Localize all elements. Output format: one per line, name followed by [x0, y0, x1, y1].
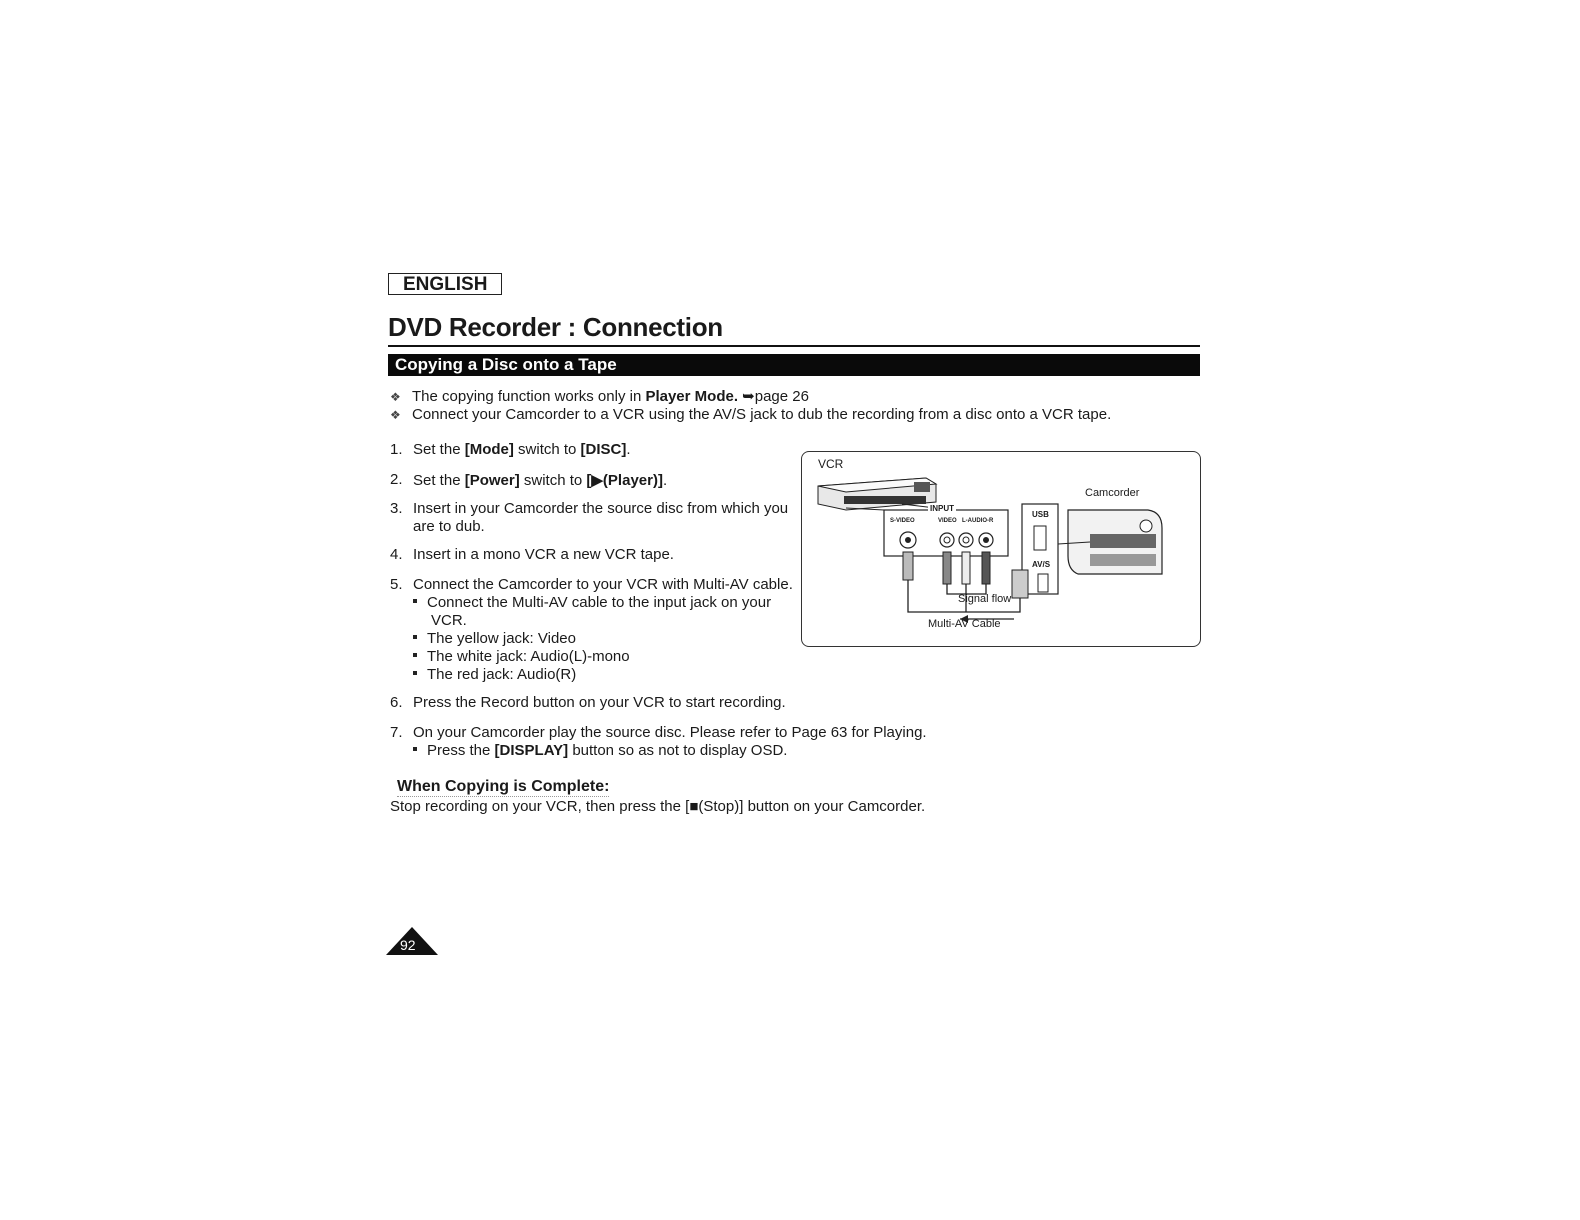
- step5-bullet-1: Connect the Multi-AV cable to the input jack on your: [413, 594, 771, 611]
- page-number-badge: [386, 927, 438, 955]
- video-label: VIDEO: [938, 518, 957, 524]
- avs-label: AV/S: [1032, 560, 1051, 569]
- svideo-label: S-VIDEO: [890, 518, 915, 524]
- diamond-bullet-icon: ❖: [390, 390, 401, 404]
- step5-bullet-4: The red jack: Audio(R): [413, 666, 576, 683]
- usb-label: USB: [1032, 510, 1049, 519]
- page-number: 92: [400, 937, 416, 953]
- input-label: INPUT: [930, 504, 954, 513]
- vcr-label: VCR: [818, 457, 844, 471]
- language-label: ENGLISH: [388, 273, 502, 295]
- audio-label: L-AUDIO-R: [962, 518, 994, 524]
- step5-bullet-2: The yellow jack: Video: [413, 630, 576, 647]
- camcorder-label: Camcorder: [1085, 487, 1140, 499]
- section-title: Copying a Disc onto a Tape: [395, 355, 617, 374]
- signal-flow-label: Signal flow: [958, 593, 1012, 605]
- connection-diagram: [801, 451, 1201, 647]
- note-2: ❖ Connect your Camcorder to a VCR using the AV/S jack to dub the recording from a disc onto a VCR tape.: [390, 406, 1112, 423]
- note-1: ❖ The copying function works only in Player Mode. ➥page 26: [390, 388, 809, 405]
- vcr-input-panel: [846, 504, 1008, 556]
- title-rule: [388, 345, 1200, 347]
- multi-av-cable-label: Multi-AV Cable: [928, 618, 1001, 630]
- step5-bullet-3: The white jack: Audio(L)-mono: [413, 648, 630, 665]
- subheading-when-complete: When Copying is Complete:: [397, 778, 610, 795]
- complete-text: Stop recording on your VCR, then press the [■(Stop)] button on your Camcorder.: [390, 798, 926, 815]
- step7-bullet: Press the [DISPLAY] button so as not to display OSD.: [413, 742, 787, 759]
- page-title: DVD Recorder : Connection: [388, 312, 723, 342]
- cable-plugs-icon: [903, 552, 990, 584]
- step5-bullet-1-cont: VCR.: [431, 612, 467, 629]
- diamond-bullet-icon: ❖: [390, 408, 401, 422]
- camcorder-device-icon: [1058, 510, 1162, 574]
- vcr-device-icon: [818, 478, 936, 510]
